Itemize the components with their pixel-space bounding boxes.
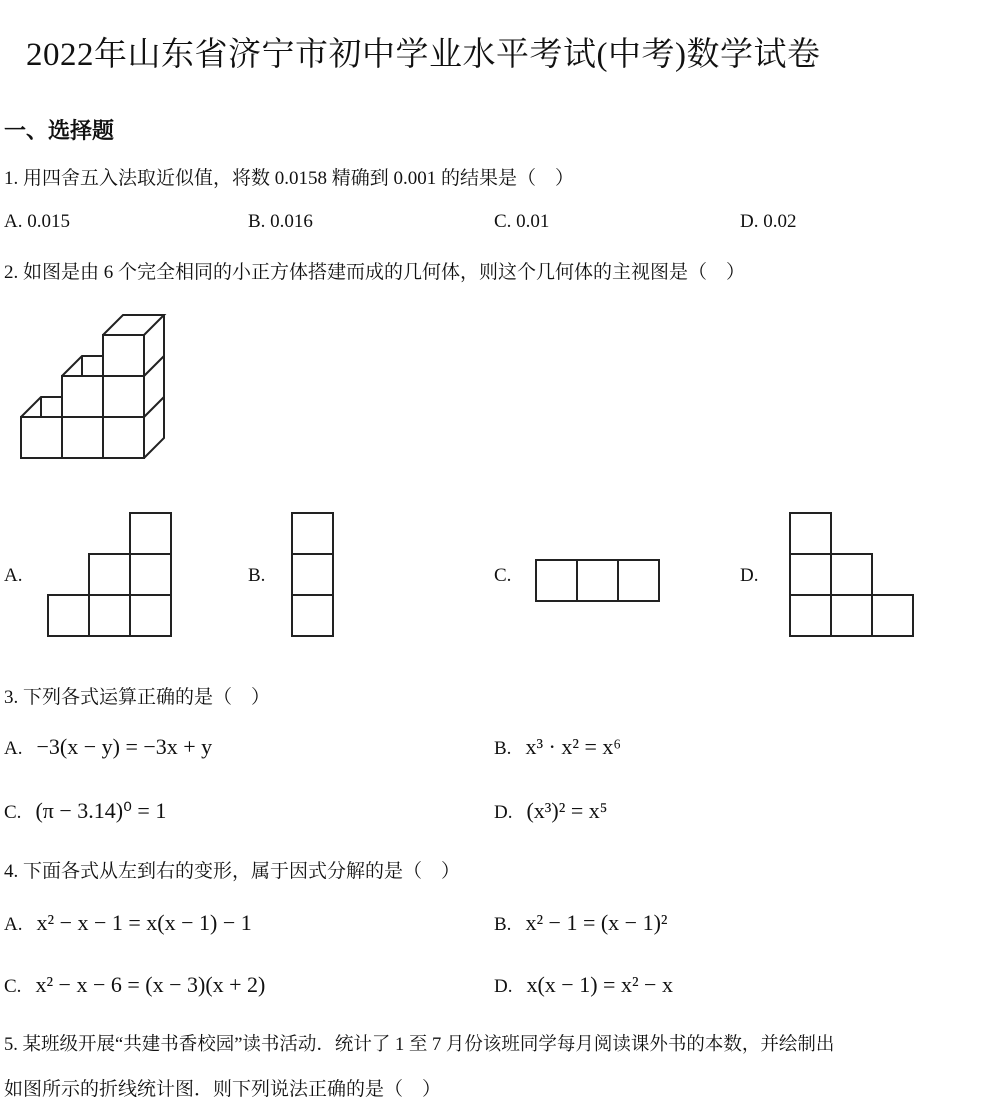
q4-option-d-expr: x(x − 1) = x² − x (526, 972, 673, 997)
q1-option-d: D. 0.02 (740, 211, 797, 232)
q3-option-c-label: C. (4, 802, 22, 823)
q4-option-d-label: D. (494, 976, 513, 997)
q4-option-a (4, 910, 252, 936)
question-2-stem: 2. 如图是由 6 个完全相同的小正方体搭建而成的几何体，则这个几何体的主视图是（ ） (4, 262, 746, 283)
q3-option-a-expr: −3(x − y) = −3x + y (36, 734, 213, 759)
q4-option-b-label: B. (494, 914, 512, 935)
q3-option-b-label: B. (494, 738, 512, 759)
q3-option-d-expr: (x³)² = x⁵ (526, 798, 608, 823)
q4-option-c-expr: x² − x − 6 = (x − 3)(x + 2) (35, 972, 266, 997)
q4-option-b-expr: x² − 1 = (x − 1)² (525, 910, 668, 935)
q3-option-c (4, 798, 166, 824)
q4-option-a-expr: x² − x − 1 = x(x − 1) − 1 (36, 910, 252, 935)
question-3-stem: 3. 下列各式运算正确的是（ ） (4, 687, 271, 708)
q4-option-c (4, 972, 265, 998)
question-5-stem-line1: 5. 某班级开展“共建书香校园”读书活动．统计了 1 至 7 月份该班同学每月阅读课外书的本数，并绘制出 (4, 1035, 835, 1055)
q3-option-d-label: D. (494, 802, 513, 823)
q3-option-b (494, 734, 621, 760)
q2-option-b-figure (290, 511, 336, 639)
cube-stack-figure (18, 310, 168, 462)
question-5-stem-line2: 如图所示的折线统计图．则下列说法正确的是（ ） (4, 1079, 442, 1100)
q3-option-a (4, 734, 212, 760)
q3-option-c-expr: (π − 3.14)⁰ = 1 (35, 798, 167, 823)
q4-option-c-label: C. (4, 976, 22, 997)
q1-option-b: B. 0.016 (248, 211, 313, 232)
q2-option-c: C. (494, 565, 512, 586)
q2-option-c-figure (534, 558, 662, 604)
q3-option-b-expr: x³ · x² = x⁶ (525, 734, 622, 759)
q4-option-d (494, 972, 673, 998)
q1-option-c: C. 0.01 (494, 211, 550, 232)
question-4-stem: 4. 下面各式从左到右的变形，属于因式分解的是（ ） (4, 861, 461, 882)
q2-option-d: D. (740, 565, 759, 586)
q3-option-a-label: A. (4, 738, 23, 759)
q2-option-d-figure (788, 511, 916, 639)
q1-option-a: A. 0.015 (4, 211, 70, 232)
q4-option-a-label: A. (4, 914, 23, 935)
q2-option-b: B. (248, 565, 266, 586)
q2-option-a: A. (4, 565, 23, 586)
page-title: 2022年山东省济宁市初中学业水平考试(中考)数学试卷 (26, 37, 821, 73)
question-1-stem: 1. 用四舍五入法取近似值，将数 0.0158 精确到 0.001 的结果是（ ） (4, 168, 575, 189)
section-heading: 一、选择题 (4, 119, 115, 144)
q2-option-a-figure (46, 511, 174, 639)
q4-option-b (494, 910, 668, 936)
q3-option-d (494, 798, 607, 824)
